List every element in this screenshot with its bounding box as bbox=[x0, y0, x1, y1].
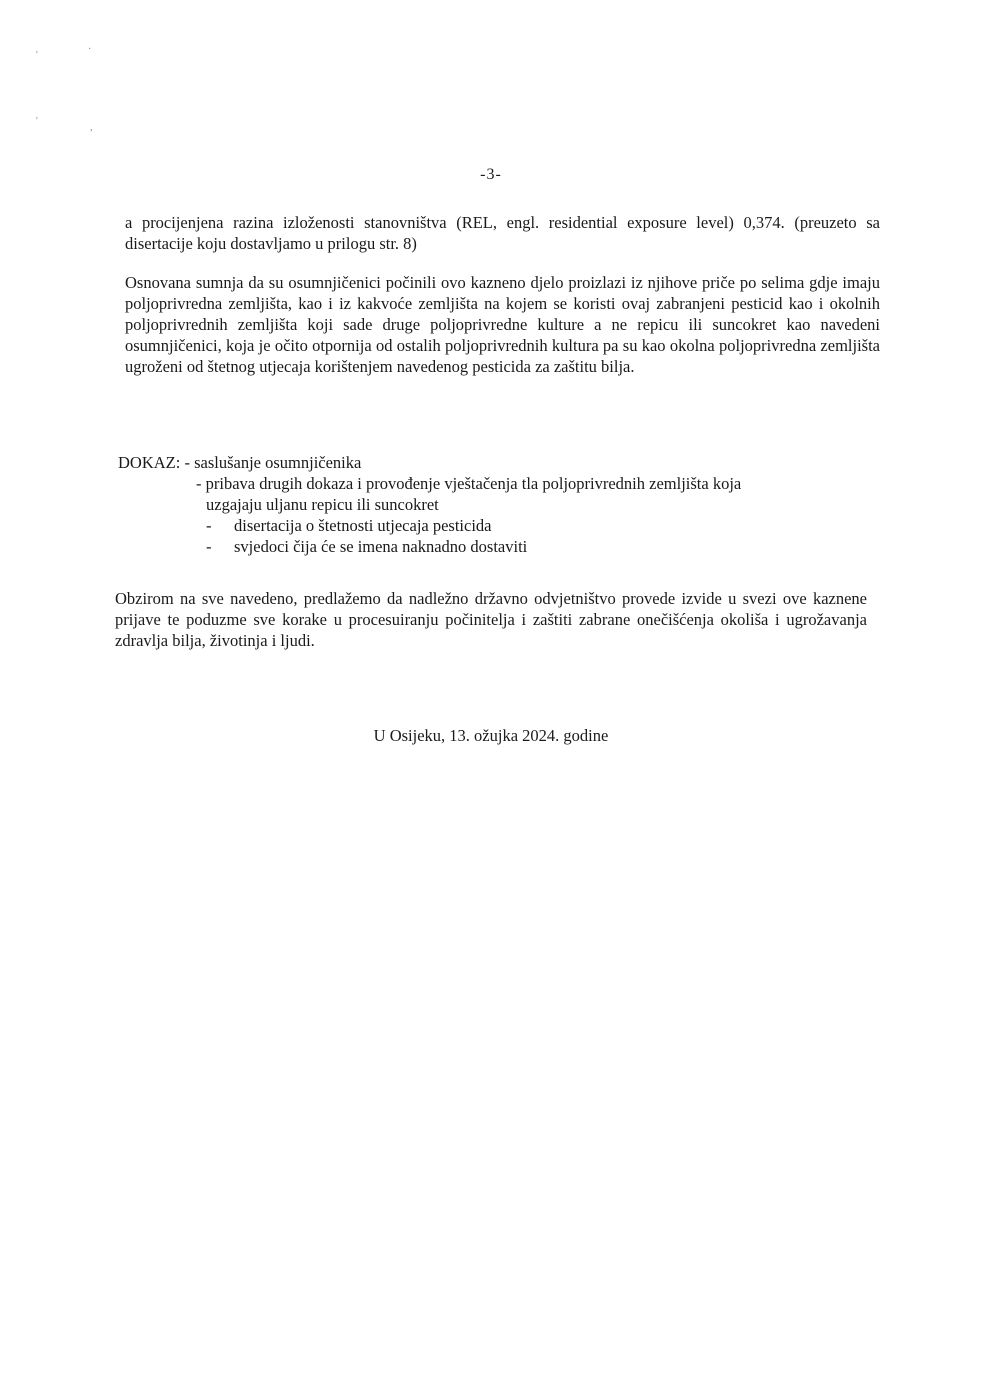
place-date: U Osijeku, 13. ožujka 2024. godine bbox=[373, 726, 609, 745]
evidence-list bbox=[118, 452, 858, 557]
paragraph-proposal bbox=[115, 588, 867, 651]
evidence-item-soil: - pribava drugih dokaza i provođenje vještačenja tla poljoprivrednih zemljišta koja bbox=[196, 474, 742, 493]
paragraph-text: Obzirom na sve navedeno, predlažemo da nadležno državno odvjetništvo provede izvide u svezi ove kaznene prijave te poduzme sve korake u procesuiranju počinitelja i zaštiti zabrane onečišćenja okoliša i ugrožavanja zdravlja bilja, životinja i ljudi. bbox=[115, 589, 867, 650]
list-item-text: disertacija o štetnosti utjecaja pesticida bbox=[234, 516, 492, 535]
paragraph-suspicion bbox=[125, 272, 880, 377]
bullet-dash: - bbox=[206, 537, 212, 556]
evidence-item-dissertation bbox=[118, 515, 858, 536]
paragraph-text: Osnovana sumnja da su osumnjičenici počinili ovo kazneno djelo proizlazi iz njihove priče po selima gdje imaju poljoprivredna zemljišta, kao i iz kakvoće zemljišta na kojem se koristi ovaj zabranjeni pesticid kao i okolnih poljoprivrednih zemljišta koji sade druge poljoprivredne kulture a ne repicu ili suncokret kao navedeni osumnjičenici, koja je očito otpornija od ostalih poljoprivrednih kultura pa su kao okolna poljoprivredna zemljišta ugroženi od štetnog utjecaja korištenjem navedenog pesticida za zaštitu bilja. bbox=[125, 273, 880, 376]
scan-speck: ' bbox=[36, 50, 38, 61]
evidence-item-witnesses bbox=[118, 536, 858, 557]
evidence-label: DOKAZ: bbox=[118, 453, 181, 472]
scan-speck: , bbox=[90, 122, 93, 133]
scan-speck: · bbox=[88, 44, 92, 55]
page-number: -3- bbox=[480, 166, 502, 183]
paragraph-text: a procijenjena razina izloženosti stanovništva (REL, engl. residential exposure level) 0,374. (preuzeto sa disertacije koju dostavljamo u prilogu str. 8) bbox=[125, 213, 880, 253]
list-item-text: svjedoci čija će se imena naknadno dostaviti bbox=[234, 537, 528, 556]
evidence-first-row bbox=[118, 452, 858, 473]
paragraph-exposure bbox=[125, 212, 880, 254]
bullet-dash: - bbox=[206, 516, 212, 535]
evidence-item-interrogation: - saslušanje osumnjičenika bbox=[184, 453, 362, 472]
scan-speck: ' bbox=[36, 116, 38, 127]
evidence-item-soil-cont: uzgajaju uljanu repicu ili suncokret bbox=[206, 495, 439, 514]
